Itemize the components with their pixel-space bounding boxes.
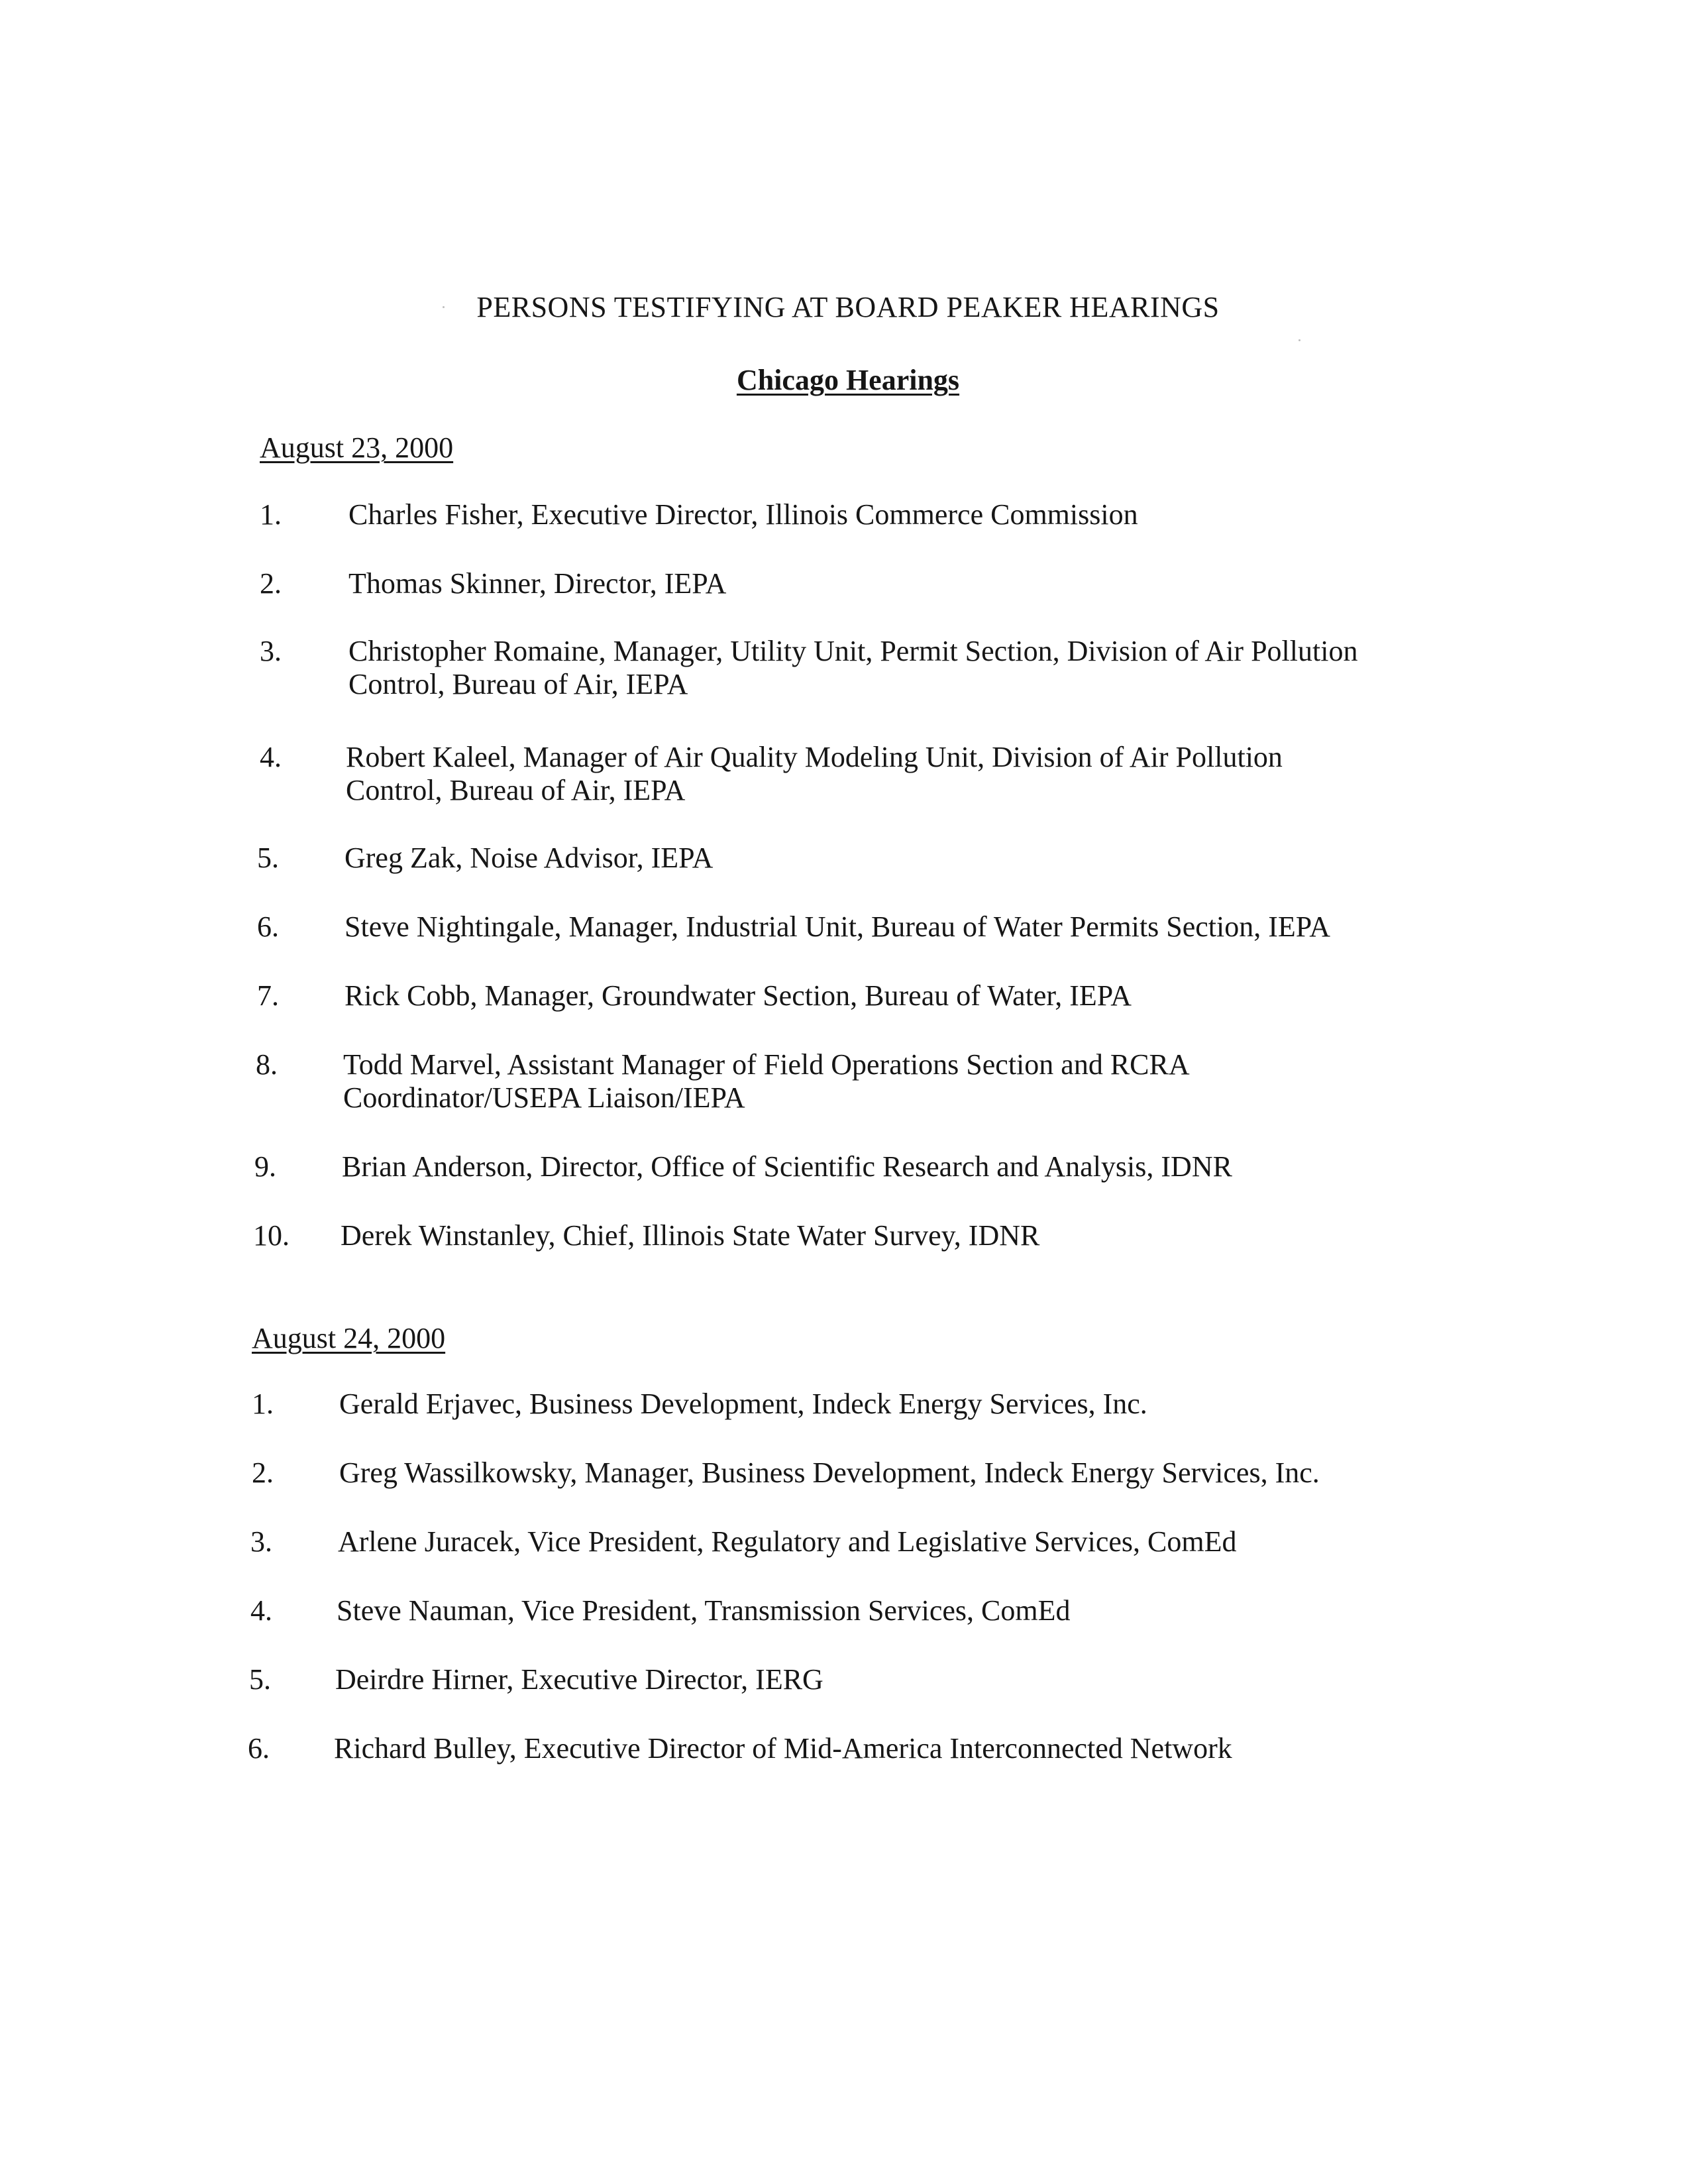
document-subtitle: Chicago Hearings — [736, 364, 960, 396]
item-number: 10. — [253, 1219, 290, 1252]
document-title: PERSONS TESTIFYING AT BOARD PEAKER HEARINGS — [476, 291, 1220, 323]
section-date-heading: August 23, 2000 — [260, 431, 454, 464]
item-number: 7. — [257, 979, 279, 1012]
item-number: 9. — [254, 1150, 276, 1183]
item-text: Rick Cobb, Manager, Groundwater Section, Bureau of Water, IEPA — [344, 979, 1132, 1012]
item-number: 5. — [257, 842, 279, 874]
item-text: Steve Nauman, Vice President, Transmission Services, ComEd — [337, 1594, 1071, 1627]
section-date-heading: August 24, 2000 — [252, 1322, 446, 1354]
item-number: 4. — [250, 1594, 272, 1627]
item-number: 6. — [257, 910, 279, 943]
item-text: Greg Wassilkowsky, Manager, Business Development, Indeck Energy Services, Inc. — [339, 1456, 1320, 1489]
item-number: 8. — [256, 1048, 278, 1081]
item-number: 2. — [252, 1456, 274, 1489]
item-text: Derek Winstanley, Chief, Illinois State Water Survey, IDNR — [341, 1219, 1040, 1252]
item-text: Christopher Romaine, Manager, Utility Unit, Permit Section, Division of Air Pollution Control, Bureau of Air, IEPA — [348, 635, 1358, 700]
item-text: Deirdre Hirner, Executive Director, IERG — [335, 1663, 823, 1696]
item-text: Arlene Juracek, Vice President, Regulatory and Legislative Services, ComEd — [338, 1525, 1237, 1558]
item-number: 5. — [249, 1663, 271, 1696]
item-number: 3. — [260, 635, 282, 667]
item-number: 1. — [252, 1388, 274, 1420]
item-number: 4. — [260, 741, 282, 773]
item-text: Brian Anderson, Director, Office of Scientific Research and Analysis, IDNR — [342, 1150, 1232, 1183]
item-text: Robert Kaleel, Manager of Air Quality Modeling Unit, Division of Air Pollution Control, Bureau of Air, IEPA — [346, 741, 1283, 806]
item-text: Richard Bulley, Executive Director of Mid-America Interconnected Network — [334, 1732, 1232, 1765]
item-number: 3. — [250, 1525, 272, 1558]
item-text: Thomas Skinner, Director, IEPA — [348, 567, 727, 600]
item-text: Charles Fisher, Executive Director, Illinois Commerce Commission — [348, 498, 1138, 531]
item-text: Greg Zak, Noise Advisor, IEPA — [344, 842, 714, 874]
item-text: Todd Marvel, Assistant Manager of Field Operations Section and RCRA Coordinator/USEPA Liaison/IEPA — [343, 1048, 1190, 1114]
item-number: 1. — [260, 498, 282, 531]
item-text: Steve Nightingale, Manager, Industrial Unit, Bureau of Water Permits Section, IEPA — [344, 910, 1330, 943]
item-number: 2. — [260, 567, 282, 600]
scan-speck — [1298, 339, 1300, 341]
item-number: 6. — [248, 1732, 270, 1765]
item-text: Gerald Erjavec, Business Development, Indeck Energy Services, Inc. — [339, 1388, 1147, 1420]
